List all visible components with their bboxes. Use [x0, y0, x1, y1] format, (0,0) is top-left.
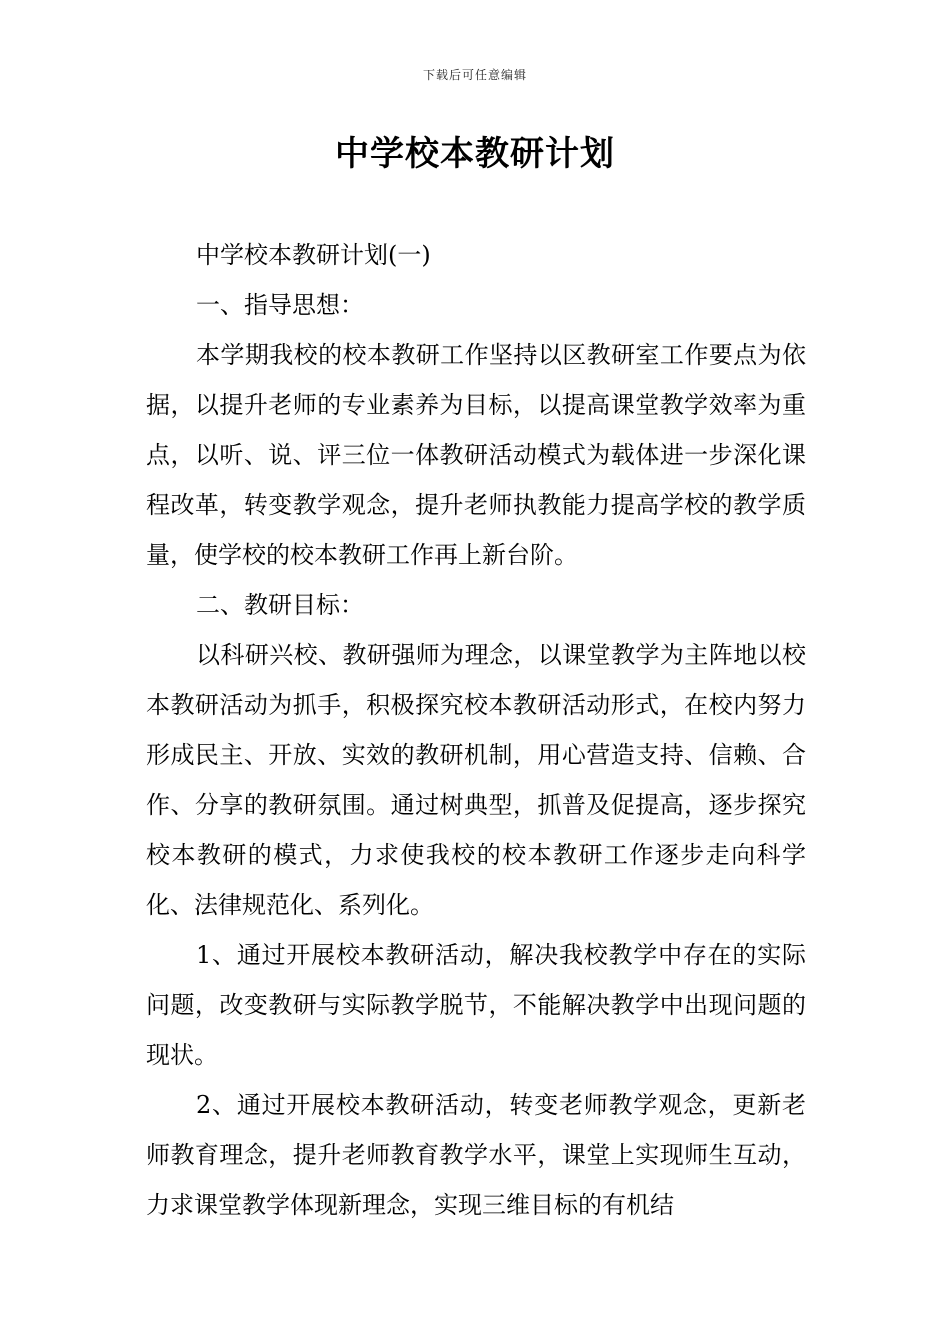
paragraph-heading-goals: 二、教研目标：	[196, 591, 364, 619]
document-body	[146, 230, 806, 1230]
paragraph-goal-2: 2、通过开展校本教研活动，转变老师教学观念，更新老师教育理念，提升老师教育教学水平，课堂上实现师生互动，力求课堂教学体现新理念，实现三维目标的有机结	[146, 1091, 806, 1219]
paragraph-goals: 以科研兴校、教研强师为理念，以课堂教学为主阵地以校本教研活动为抓手，积极探究校本教研活动形式，在校内努力形成民主、开放、实效的教研机制，用心营造支持、信赖、合作、分享的教研氛围。通过树典型，抓普及促提高，逐步探究校本教研的模式，力求使我校的校本教研工作逐步走向科学化、法律规范化、系列化。	[146, 641, 806, 919]
paragraph-guiding-thought: 本学期我校的校本教研工作坚持以区教研室工作要点为依据，以提升老师的专业素养为目标，以提高课堂教学效率为重点，以听、说、评三位一体教研活动模式为载体进一步深化课程改革，转变教学观念，提升老师执教能力提高学校的教学质量，使学校的校本教研工作再上新台阶。	[146, 341, 806, 569]
document-title: 中学校本教研计划	[335, 134, 615, 174]
paragraph-plan-subtitle: 中学校本教研计划(一)	[196, 241, 431, 269]
header-note: 下载后可任意编辑	[422, 68, 527, 82]
paragraph-heading-guiding-thought: 一、指导思想：	[196, 291, 364, 319]
paragraph-goal-1: 1、通过开展校本教研活动，解决我校教学中存在的实际问题，改变教研与实际教学脱节，不能解决教学中出现问题的现状。	[146, 941, 806, 1069]
